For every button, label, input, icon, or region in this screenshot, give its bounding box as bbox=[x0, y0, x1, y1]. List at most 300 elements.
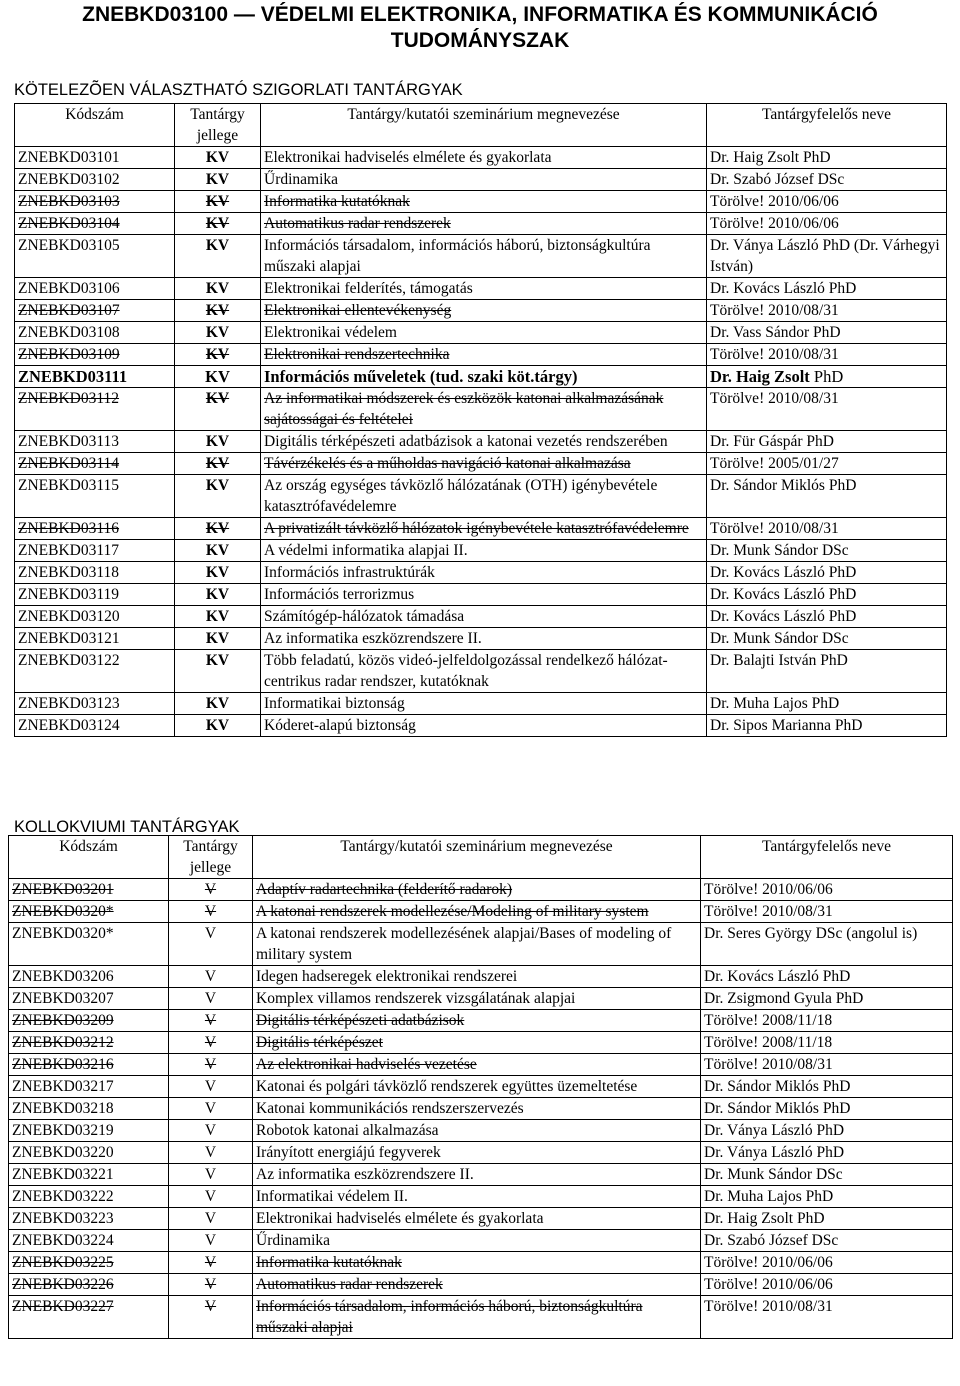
course-code-text: ZNEBKD0320* bbox=[12, 903, 114, 920]
course-code-text: ZNEBKD03120 bbox=[18, 608, 120, 625]
course-code-text: ZNEBKD03121 bbox=[18, 630, 120, 647]
table-row bbox=[9, 1274, 953, 1296]
course-responsible-text: Dr. Munk Sándor DSc bbox=[710, 542, 849, 559]
course-responsible bbox=[701, 1076, 953, 1098]
course-responsible bbox=[707, 693, 947, 715]
course-responsible bbox=[707, 147, 947, 169]
course-code bbox=[15, 344, 175, 366]
course-name bbox=[253, 1252, 701, 1274]
course-responsible bbox=[701, 1186, 953, 1208]
course-type bbox=[175, 366, 261, 388]
table-row bbox=[9, 1208, 953, 1230]
course-responsible-text: Dr. Kovács László PhD bbox=[710, 280, 857, 297]
course-name bbox=[261, 344, 707, 366]
course-code bbox=[15, 388, 175, 431]
course-type-text: KV bbox=[205, 695, 230, 712]
course-responsible bbox=[707, 650, 947, 693]
course-type bbox=[169, 1032, 253, 1054]
course-name bbox=[261, 584, 707, 606]
course-type bbox=[175, 715, 261, 737]
course-code bbox=[15, 628, 175, 650]
course-name-text: Az informatika eszközrendszere II. bbox=[256, 1166, 474, 1183]
course-code bbox=[9, 1076, 169, 1098]
course-type bbox=[175, 388, 261, 431]
course-code bbox=[15, 300, 175, 322]
table-row bbox=[9, 1076, 953, 1098]
course-responsible-text: Dr. Szabó József DSc bbox=[704, 1232, 839, 1249]
course-type-text: V bbox=[204, 1012, 217, 1029]
table-row bbox=[15, 628, 947, 650]
table-row bbox=[15, 431, 947, 453]
table-row bbox=[15, 475, 947, 518]
course-name-text: Kóderet-alapú biztonság bbox=[264, 717, 416, 734]
mandatory-courses-body bbox=[15, 147, 947, 737]
course-responsible bbox=[707, 388, 947, 431]
course-type bbox=[169, 1142, 253, 1164]
table-row bbox=[9, 879, 953, 901]
course-code-text: ZNEBKD03115 bbox=[18, 477, 120, 494]
course-name-text: Információs terrorizmus bbox=[264, 586, 415, 603]
course-responsible-text: Dr. Zsigmond Gyula PhD bbox=[704, 990, 864, 1007]
section-title-colloquium: KOLLOKVIUMI TANTÁRGYAK bbox=[14, 818, 240, 836]
course-responsible-text: Dr. Vass Sándor PhD bbox=[710, 324, 841, 341]
table-row bbox=[9, 923, 953, 966]
colloquium-courses-body bbox=[9, 879, 953, 1339]
course-name bbox=[253, 1186, 701, 1208]
course-responsible-text: Törölve! 2010/08/31 bbox=[704, 903, 833, 920]
course-responsible-text: Törölve! 2010/06/06 bbox=[704, 881, 833, 898]
course-type bbox=[175, 628, 261, 650]
course-type bbox=[175, 322, 261, 344]
course-responsible bbox=[707, 540, 947, 562]
course-responsible-text: Dr. Seres György DSc (angolul is) bbox=[704, 925, 918, 942]
course-name-text: Információs társadalom, információs háború, biztonságkultúra műszaki alapjai bbox=[264, 237, 651, 275]
course-code bbox=[9, 988, 169, 1010]
course-responsible-text: Dr. Muha Lajos PhD bbox=[710, 695, 840, 712]
table-row bbox=[15, 366, 947, 388]
course-code bbox=[9, 966, 169, 988]
course-type bbox=[175, 475, 261, 518]
course-responsible-text: Dr. Balajti István PhD bbox=[710, 652, 848, 669]
course-name-text: Elektronikai felderítés, támogatás bbox=[264, 280, 473, 297]
course-responsible-text: Dr. Für Gáspár PhD bbox=[710, 433, 834, 450]
course-responsible-text: Dr. Kovács László PhD bbox=[704, 968, 851, 985]
course-type bbox=[169, 1274, 253, 1296]
course-name bbox=[261, 693, 707, 715]
table-row bbox=[15, 606, 947, 628]
course-responsible bbox=[707, 715, 947, 737]
course-code-text: ZNEBKD03222 bbox=[12, 1188, 114, 1205]
table-row bbox=[9, 1054, 953, 1076]
course-name bbox=[261, 278, 707, 300]
course-code-text: ZNEBKD03103 bbox=[18, 193, 120, 210]
table-row bbox=[15, 278, 947, 300]
course-type-text: KV bbox=[205, 455, 230, 472]
table-row bbox=[9, 1032, 953, 1054]
course-responsible-text: Törölve! 2010/06/06 bbox=[704, 1276, 833, 1293]
table-row bbox=[15, 518, 947, 540]
course-responsible bbox=[707, 518, 947, 540]
course-responsible bbox=[701, 1230, 953, 1252]
table-row bbox=[15, 213, 947, 235]
course-type-text: V bbox=[204, 1188, 217, 1205]
course-code-text: ZNEBKD03216 bbox=[12, 1056, 114, 1073]
course-code bbox=[9, 1208, 169, 1230]
course-responsible bbox=[701, 1120, 953, 1142]
course-type bbox=[175, 278, 261, 300]
course-type-text: KV bbox=[205, 608, 230, 625]
course-type bbox=[175, 213, 261, 235]
course-name bbox=[261, 562, 707, 584]
course-type bbox=[175, 518, 261, 540]
header-type: Tantárgy jellege bbox=[175, 104, 261, 147]
course-name bbox=[253, 1208, 701, 1230]
course-responsible-text: Dr. Kovács László PhD bbox=[710, 608, 857, 625]
course-type bbox=[169, 1076, 253, 1098]
course-name-text: Elektronikai ellentevékenység bbox=[264, 302, 452, 319]
section-title-mandatory: KÖTELEZÕEN VÁLASZTHATÓ SZIGORLATI TANTÁRGYAK bbox=[14, 81, 463, 99]
course-name bbox=[253, 1010, 701, 1032]
course-type-text: V bbox=[204, 1254, 217, 1271]
course-code-text: ZNEBKD03105 bbox=[18, 237, 120, 254]
course-type bbox=[169, 1054, 253, 1076]
course-type bbox=[169, 1098, 253, 1120]
course-type bbox=[175, 540, 261, 562]
course-type bbox=[169, 966, 253, 988]
course-responsible-text: Dr. Sándor Miklós PhD bbox=[710, 477, 857, 494]
course-type bbox=[175, 562, 261, 584]
course-type-text: KV bbox=[205, 477, 230, 494]
course-type-text: V bbox=[204, 1232, 217, 1249]
course-name-text: Számítógép-hálózatok támadása bbox=[264, 608, 465, 625]
course-responsible-text: Törölve! 2010/08/31 bbox=[710, 302, 839, 319]
course-name-text: Informatika kutatóknak bbox=[256, 1254, 402, 1271]
course-name bbox=[261, 300, 707, 322]
course-name bbox=[253, 1032, 701, 1054]
course-type-text: KV bbox=[205, 367, 230, 386]
course-name-text: Az ország egységes távközlő hálózatának (OTH) igénybevétele katasztrófavédelemre bbox=[264, 477, 658, 515]
course-code bbox=[15, 366, 175, 388]
course-name bbox=[253, 1296, 701, 1339]
course-responsible bbox=[707, 191, 947, 213]
course-type-text: KV bbox=[205, 324, 230, 341]
course-name bbox=[253, 1120, 701, 1142]
course-name-text: Távérzékelés és a műholdas navigáció katonai alkalmazása bbox=[264, 455, 631, 472]
course-type bbox=[175, 147, 261, 169]
course-type-text: KV bbox=[205, 237, 230, 254]
course-type bbox=[175, 344, 261, 366]
course-type-text: V bbox=[204, 990, 217, 1007]
course-name-text: Irányított energiájú fegyverek bbox=[256, 1144, 441, 1161]
course-type bbox=[169, 1296, 253, 1339]
course-type-text: KV bbox=[205, 302, 230, 319]
table-row bbox=[15, 650, 947, 693]
course-name-text: A védelmi informatika alapjai II. bbox=[264, 542, 468, 559]
header-person: Tantárgyfelelős neve bbox=[707, 104, 947, 147]
course-code-text: ZNEBKD03209 bbox=[12, 1012, 114, 1029]
course-type-text: KV bbox=[205, 215, 230, 232]
course-responsible-text: Törölve! 2008/11/18 bbox=[704, 1034, 833, 1051]
course-name-text: Adaptív radartechnika (felderítő radarok) bbox=[256, 881, 513, 898]
course-type-text: V bbox=[204, 1078, 217, 1095]
course-responsible bbox=[707, 366, 947, 388]
course-type-text: KV bbox=[205, 171, 230, 188]
course-responsible-text: Dr. Haig Zsolt PhD bbox=[704, 1210, 825, 1227]
course-responsible-text: Dr. Haig Zsolt bbox=[710, 367, 810, 386]
course-name-text: Információs műveletek (tud. szaki köt.tárgy) bbox=[264, 367, 578, 386]
course-responsible-text: Törölve! 2010/08/31 bbox=[710, 390, 839, 407]
course-type bbox=[169, 1230, 253, 1252]
table-row bbox=[9, 1252, 953, 1274]
course-code bbox=[9, 1164, 169, 1186]
course-code-text: ZNEBKD03118 bbox=[18, 564, 120, 581]
course-code bbox=[15, 584, 175, 606]
course-name bbox=[253, 1076, 701, 1098]
course-code-text: ZNEBKD03122 bbox=[18, 652, 120, 669]
header-name: Tantárgy/kutatói szeminárium megnevezése bbox=[253, 836, 701, 879]
course-type-text: KV bbox=[205, 346, 230, 363]
course-type bbox=[175, 235, 261, 278]
course-name bbox=[261, 366, 707, 388]
course-name-text: Elektronikai hadviselés elmélete és gyakorlata bbox=[256, 1210, 544, 1227]
course-responsible bbox=[701, 988, 953, 1010]
course-type bbox=[169, 923, 253, 966]
course-code-text: ZNEBKD03226 bbox=[12, 1276, 114, 1293]
course-code bbox=[15, 715, 175, 737]
course-type bbox=[169, 1120, 253, 1142]
course-name bbox=[253, 923, 701, 966]
header-type: Tantárgy jellege bbox=[169, 836, 253, 879]
course-responsible-text: Törölve! 2010/06/06 bbox=[710, 193, 839, 210]
colloquium-courses-table bbox=[8, 835, 953, 1339]
course-code-text: ZNEBKD03223 bbox=[12, 1210, 114, 1227]
course-type bbox=[175, 584, 261, 606]
course-type-text: KV bbox=[205, 630, 230, 647]
course-type bbox=[169, 1208, 253, 1230]
table-row bbox=[9, 1186, 953, 1208]
course-name-text: Informatika kutatóknak bbox=[264, 193, 410, 210]
course-name bbox=[253, 1230, 701, 1252]
course-name bbox=[261, 322, 707, 344]
table-row bbox=[15, 715, 947, 737]
course-code bbox=[15, 278, 175, 300]
course-code bbox=[9, 901, 169, 923]
course-type-text: V bbox=[204, 903, 217, 920]
course-code-text: ZNEBKD03221 bbox=[12, 1166, 114, 1183]
course-responsible bbox=[701, 1098, 953, 1120]
table-row bbox=[15, 453, 947, 475]
course-name bbox=[253, 1054, 701, 1076]
course-type-text: KV bbox=[205, 652, 230, 669]
course-type bbox=[169, 1010, 253, 1032]
course-responsible bbox=[701, 1208, 953, 1230]
course-responsible bbox=[707, 475, 947, 518]
table-row bbox=[15, 388, 947, 431]
course-name-text: Informatikai biztonság bbox=[264, 695, 405, 712]
course-code bbox=[9, 1230, 169, 1252]
course-name-text: Elektronikai hadviselés elmélete és gyakorlata bbox=[264, 149, 552, 166]
course-code-text: ZNEBKD03218 bbox=[12, 1100, 114, 1117]
course-type-text: V bbox=[204, 968, 217, 985]
course-responsible-text: Dr. Munk Sándor DSc bbox=[710, 630, 849, 647]
course-responsible bbox=[707, 300, 947, 322]
course-responsible bbox=[701, 1274, 953, 1296]
header-code: Kódszám bbox=[15, 104, 175, 147]
course-type-text: V bbox=[204, 1210, 217, 1227]
course-code-text: ZNEBKD03119 bbox=[18, 586, 120, 603]
course-responsible-text: Dr. Sándor Miklós PhD bbox=[704, 1078, 851, 1095]
course-responsible-text: Dr. Ványa László PhD bbox=[704, 1122, 845, 1139]
course-responsible-text: Dr. Haig Zsolt PhD bbox=[710, 149, 831, 166]
course-code-text: ZNEBKD03111 bbox=[18, 367, 128, 386]
course-name bbox=[261, 453, 707, 475]
course-type-text: KV bbox=[205, 193, 230, 210]
course-code bbox=[9, 879, 169, 901]
table-row bbox=[15, 235, 947, 278]
course-code-text: ZNEBKD03217 bbox=[12, 1078, 114, 1095]
course-responsible-text: Dr. Muha Lajos PhD bbox=[704, 1188, 834, 1205]
course-responsible bbox=[701, 923, 953, 966]
course-type-text: KV bbox=[205, 586, 230, 603]
course-name-text: Digitális térképészeti adatbázisok a katonai vezetés rendszerében bbox=[264, 433, 668, 450]
course-code bbox=[15, 562, 175, 584]
course-name-text: Több feladatú, közös videó-jelfeldolgozással rendelkező hálózat-centrikus radar rendszer, kutatóknak bbox=[264, 652, 668, 690]
course-type bbox=[175, 300, 261, 322]
table-header-row bbox=[15, 104, 947, 147]
course-responsible bbox=[701, 1142, 953, 1164]
course-responsible-text: Dr. Szabó József DSc bbox=[710, 171, 845, 188]
course-name-text: A katonai rendszerek modellezésének alapjai/Bases of modeling of military system bbox=[256, 925, 672, 963]
course-name bbox=[253, 1164, 701, 1186]
table-row bbox=[15, 147, 947, 169]
course-type-text: KV bbox=[205, 717, 230, 734]
course-responsible bbox=[701, 901, 953, 923]
table-header-row bbox=[9, 836, 953, 879]
table-row bbox=[15, 584, 947, 606]
course-type bbox=[175, 431, 261, 453]
course-type bbox=[169, 1252, 253, 1274]
table-row bbox=[9, 901, 953, 923]
table-row bbox=[9, 1164, 953, 1186]
course-responsible bbox=[707, 344, 947, 366]
course-code bbox=[15, 147, 175, 169]
course-type-text: V bbox=[204, 1100, 217, 1117]
header-name: Tantárgy/kutatói szeminárium megnevezése bbox=[261, 104, 707, 147]
course-name-text: A privatizált távközlő hálózatok igénybevétele katasztrófavédelemre bbox=[264, 520, 689, 537]
course-responsible-text: Dr. Ványa László PhD (Dr. Várhegyi István) bbox=[710, 237, 940, 275]
course-type-text: V bbox=[204, 1056, 217, 1073]
table-row bbox=[9, 1142, 953, 1164]
course-code bbox=[9, 1120, 169, 1142]
course-name-text: Katonai és polgári távközlő rendszerek együttes üzemeltetése bbox=[256, 1078, 638, 1095]
course-code-text: ZNEBKD03104 bbox=[18, 215, 120, 232]
course-type-text: V bbox=[204, 1122, 217, 1139]
course-code bbox=[15, 322, 175, 344]
course-responsible-text: Törölve! 2010/06/06 bbox=[704, 1254, 833, 1271]
course-name bbox=[261, 518, 707, 540]
course-responsible bbox=[707, 431, 947, 453]
course-responsible-suffix: PhD bbox=[809, 367, 844, 386]
table-row bbox=[9, 1010, 953, 1032]
course-name bbox=[261, 715, 707, 737]
course-name bbox=[261, 628, 707, 650]
course-type bbox=[175, 191, 261, 213]
course-name bbox=[253, 1098, 701, 1120]
course-type bbox=[175, 169, 261, 191]
course-code bbox=[15, 540, 175, 562]
course-type-text: V bbox=[204, 881, 217, 898]
course-code-text: ZNEBKD03224 bbox=[12, 1232, 114, 1249]
mandatory-courses-table bbox=[14, 103, 947, 737]
course-type bbox=[169, 879, 253, 901]
course-code-text: ZNEBKD03207 bbox=[12, 990, 114, 1007]
course-responsible bbox=[701, 1164, 953, 1186]
course-responsible bbox=[707, 584, 947, 606]
course-name-text: Digitális térképészeti adatbázisok bbox=[256, 1012, 465, 1029]
course-name bbox=[261, 191, 707, 213]
course-code bbox=[9, 1142, 169, 1164]
course-name-text: Az informatikai módszerek és eszközök katonai alkalmazásának sajátosságai és feltételei bbox=[264, 390, 664, 428]
course-responsible bbox=[707, 453, 947, 475]
course-code bbox=[9, 1032, 169, 1054]
course-type-text: V bbox=[204, 1298, 217, 1315]
course-type-text: V bbox=[204, 925, 217, 942]
course-name-text: Az elektronikai hadviselés vezetése bbox=[256, 1056, 477, 1073]
table-row bbox=[9, 1296, 953, 1339]
course-responsible bbox=[707, 213, 947, 235]
course-type bbox=[175, 650, 261, 693]
course-type bbox=[169, 901, 253, 923]
course-code-text: ZNEBKD03101 bbox=[18, 149, 120, 166]
course-name bbox=[261, 431, 707, 453]
course-name bbox=[253, 879, 701, 901]
course-responsible bbox=[707, 278, 947, 300]
table-row bbox=[15, 300, 947, 322]
course-code-text: ZNEBKD03102 bbox=[18, 171, 120, 188]
course-responsible bbox=[701, 1296, 953, 1339]
course-name-text: Digitális térképészet bbox=[256, 1034, 383, 1051]
course-name-text: Idegen hadseregek elektronikai rendszerei bbox=[256, 968, 518, 985]
course-code bbox=[15, 191, 175, 213]
course-name bbox=[253, 901, 701, 923]
course-code-text: ZNEBKD03219 bbox=[12, 1122, 114, 1139]
course-code bbox=[15, 431, 175, 453]
table-row bbox=[15, 322, 947, 344]
course-responsible-text: Dr. Sipos Marianna PhD bbox=[710, 717, 863, 734]
course-responsible-text: Törölve! 2010/08/31 bbox=[710, 346, 839, 363]
course-responsible bbox=[701, 1032, 953, 1054]
course-code-text: ZNEBKD03116 bbox=[18, 520, 120, 537]
course-name bbox=[253, 1142, 701, 1164]
course-type-text: KV bbox=[205, 390, 230, 407]
course-responsible bbox=[701, 879, 953, 901]
course-code-text: ZNEBKD03107 bbox=[18, 302, 120, 319]
course-name-text: Információs infrastruktúrák bbox=[264, 564, 435, 581]
course-code bbox=[9, 1296, 169, 1339]
course-type-text: V bbox=[204, 1276, 217, 1293]
course-code bbox=[15, 693, 175, 715]
course-type-text: KV bbox=[205, 433, 230, 450]
course-code bbox=[15, 606, 175, 628]
course-responsible-text: Törölve! 2010/08/31 bbox=[704, 1056, 833, 1073]
course-responsible bbox=[707, 169, 947, 191]
course-responsible bbox=[707, 562, 947, 584]
course-code-text: ZNEBKD0320* bbox=[12, 925, 114, 942]
table-row bbox=[15, 540, 947, 562]
course-name bbox=[261, 169, 707, 191]
table-row bbox=[15, 169, 947, 191]
course-name-text: Komplex villamos rendszerek vizsgálatának alapjai bbox=[256, 990, 576, 1007]
